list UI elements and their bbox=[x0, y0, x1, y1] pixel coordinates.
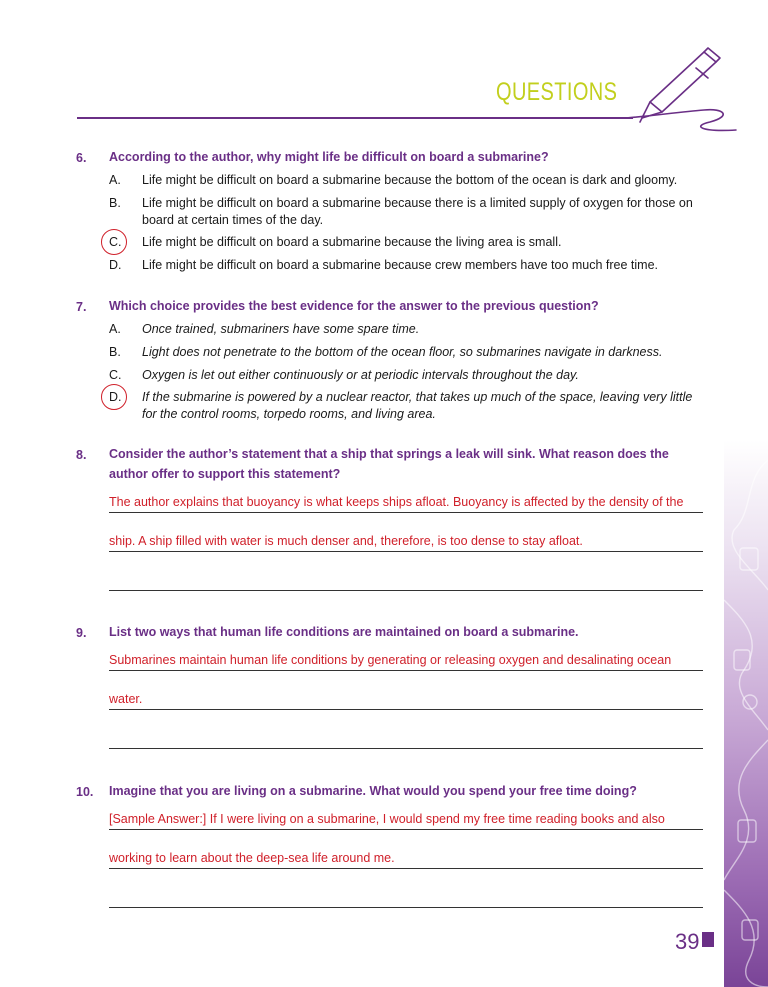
choice-text: Life might be difficult on board a submarine because crew members have too much free time. bbox=[142, 258, 659, 272]
pen-icon bbox=[620, 46, 740, 136]
answer-text: working to learn about the deep-sea life around me. bbox=[109, 851, 395, 865]
choice-letter: A. bbox=[109, 173, 121, 187]
question-text: Consider the author’s statement that a ship that springs a leak will sink. What reason does the author offer to support this statement? bbox=[109, 447, 669, 481]
choice-letter: D. bbox=[109, 390, 122, 404]
choice-text: If the submarine is powered by a nuclear reactor, that takes up much of the space, leaving very little for the control rooms, torpedo rooms, and living area. bbox=[142, 390, 693, 421]
page-marker bbox=[702, 932, 714, 947]
question-text: Imagine that you are living on a submarine. What would you spend your free time doing? bbox=[109, 784, 637, 798]
choice-text: Life might be difficult on board a submarine because the living area is small. bbox=[142, 235, 562, 249]
question-number: 7. bbox=[76, 300, 87, 314]
question-number: 6. bbox=[76, 151, 87, 165]
header-rule bbox=[77, 117, 633, 119]
page-title: QUESTIONS bbox=[496, 78, 618, 106]
choice-letter: A. bbox=[109, 322, 121, 336]
choice-letter: B. bbox=[109, 196, 121, 210]
answer-text: Submarines maintain human life conditions by generating or releasing oxygen and desalinating ocean bbox=[109, 653, 672, 667]
answer-text: water. bbox=[109, 692, 143, 706]
answer-text: [Sample Answer:] If I were living on a submarine, I would spend my free time reading books and also bbox=[109, 812, 665, 826]
question-text: According to the author, why might life be difficult on board a submarine? bbox=[109, 150, 549, 164]
answer-text: The author explains that buoyancy is what keeps ships afloat. Buoyancy is affected by the density of the bbox=[109, 495, 684, 509]
answer-line bbox=[109, 670, 703, 671]
question-number: 10. bbox=[76, 785, 94, 799]
answer-line bbox=[109, 829, 703, 830]
answer-line bbox=[109, 868, 703, 869]
choice-text: Light does not penetrate to the bottom of the ocean floor, so submarines navigate in darkness. bbox=[142, 345, 663, 359]
sidebar-decoration bbox=[724, 440, 768, 987]
answer-line bbox=[109, 590, 703, 591]
answer-line bbox=[109, 907, 703, 908]
choice-text: Life might be difficult on board a submarine because the bottom of the ocean is dark and gloomy. bbox=[142, 173, 678, 187]
question-number: 9. bbox=[76, 626, 87, 640]
choice-text: Once trained, submariners have some spare time. bbox=[142, 322, 420, 336]
question-text: List two ways that human life conditions are maintained on board a submarine. bbox=[109, 625, 579, 639]
choice-text: Oxygen is let out either continuously or at periodic intervals throughout the day. bbox=[142, 368, 579, 382]
question-text: Which choice provides the best evidence for the answer to the previous question? bbox=[109, 299, 599, 313]
answer-line bbox=[109, 709, 703, 710]
answer-line bbox=[109, 512, 703, 513]
answer-line bbox=[109, 551, 703, 552]
answer-text: ship. A ship filled with water is much denser and, therefore, is too dense to stay afloat. bbox=[109, 534, 583, 548]
question-number: 8. bbox=[76, 448, 87, 462]
choice-letter: B. bbox=[109, 345, 121, 359]
page-number: 39 bbox=[675, 929, 700, 954]
choice-letter: C. bbox=[109, 235, 122, 249]
answer-line bbox=[109, 748, 703, 749]
choice-letter: D. bbox=[109, 258, 122, 272]
choice-text: Life might be difficult on board a submarine because there is a limited supply of oxygen for those on board at certain times of the day. bbox=[142, 196, 693, 227]
choice-letter: C. bbox=[109, 368, 122, 382]
